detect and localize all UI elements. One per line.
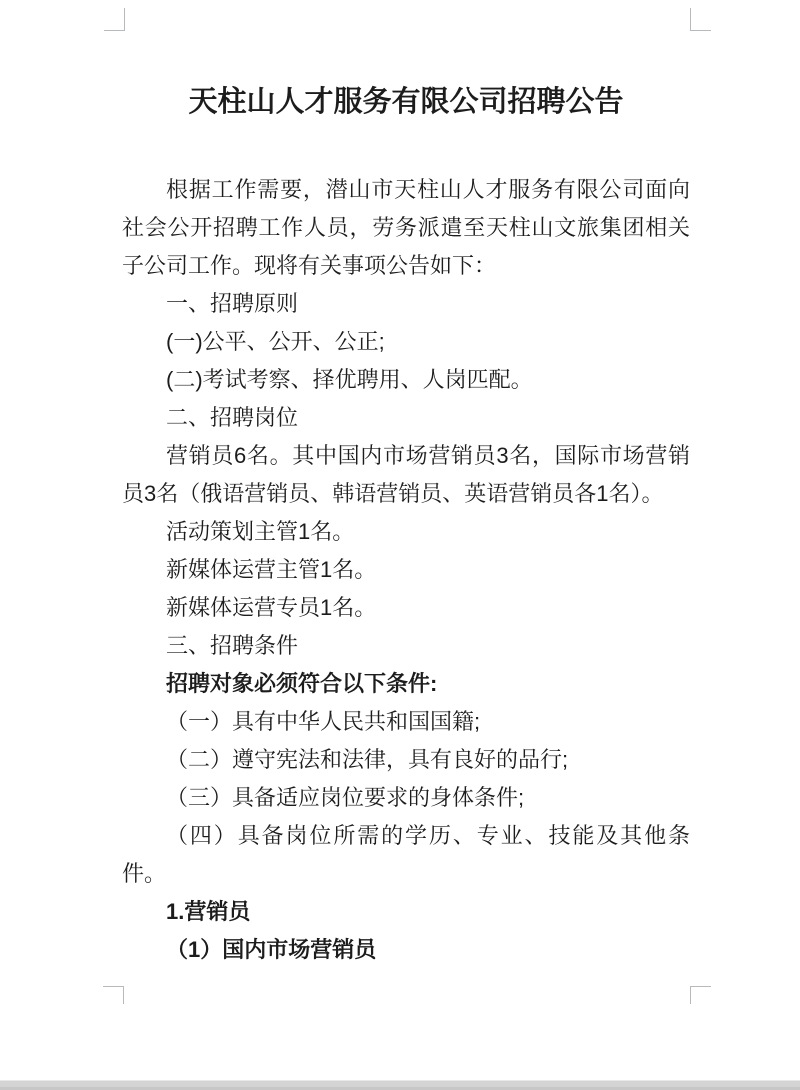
paragraph: 新媒体运营主管1名。 bbox=[166, 557, 377, 582]
paragraph: 招聘对象必须符合以下条件: bbox=[166, 671, 438, 696]
paragraph: （1）国内市场营销员 bbox=[166, 937, 377, 962]
paragraph: （二）遵守宪法和法律，具有良好的品行; bbox=[166, 747, 569, 772]
paragraph: (二)考试考察、择优聘用、人岗匹配。 bbox=[166, 367, 533, 392]
paragraph: 一、招聘原则 bbox=[166, 291, 299, 316]
margin-mark-bottom-left bbox=[103, 986, 124, 1004]
page-title: 天柱山人才服务有限公司招聘公告 bbox=[188, 86, 624, 118]
paragraph: 二、招聘岗位 bbox=[166, 405, 299, 430]
paragraph: 营销员6名。其中国内市场营销员3名，国际市场营销员3名（俄语营销员、韩语营销员、英语营销员各1名）。 bbox=[122, 443, 690, 506]
paragraph: 活动策划主管1名。 bbox=[166, 519, 355, 544]
margin-mark-top-right bbox=[690, 8, 711, 31]
margin-mark-top-left bbox=[104, 8, 125, 31]
document-page bbox=[122, 78, 690, 969]
paragraph: 根据工作需要，潜山市天柱山人才服务有限公司面向社会公开招聘工作人员，劳务派遣至天柱山文旅集团相关子公司工作。现将有关事项公告如下： bbox=[122, 177, 690, 278]
page-bottom-edge bbox=[0, 1080, 800, 1090]
paragraph: （四）具备岗位所需的学历、专业、技能及其他条件。 bbox=[122, 823, 690, 886]
paragraph: （三）具备适应岗位要求的身体条件; bbox=[166, 785, 525, 810]
paragraph: (一)公平、公开、公正; bbox=[166, 329, 385, 354]
paragraph: 新媒体运营专员1名。 bbox=[166, 595, 377, 620]
paragraph: 三、招聘条件 bbox=[166, 633, 299, 658]
margin-mark-bottom-right bbox=[690, 986, 711, 1004]
paragraph: （一）具有中华人民共和国国籍; bbox=[166, 709, 481, 734]
document-body bbox=[122, 171, 690, 969]
paragraph: 1.营销员 bbox=[166, 899, 251, 924]
